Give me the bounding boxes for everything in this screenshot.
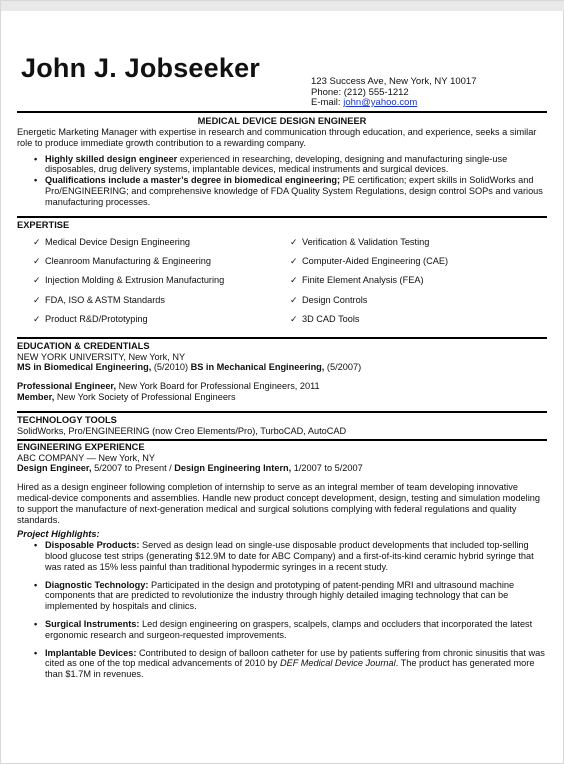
email-label: E-mail: [311, 97, 344, 108]
project-item [17, 540, 547, 572]
education-title: EDUCATION & CREDENTIALS [17, 340, 150, 351]
summary-bullet-text: PE certification; expert skills in SolidWorks and Pro/ENGINEERING; and comprehensive knowledge of FDA Quality System Regulations, design control SOPs and various manufacturing processes. [45, 175, 543, 207]
experience-divider [17, 439, 547, 441]
member-title: Member, [17, 391, 55, 402]
member-text: New York Society of Professional Engineers [54, 391, 236, 402]
role2-dates: 1/2007 to 5/2007 [291, 463, 363, 474]
role1-title: Design Engineer, [17, 463, 92, 474]
bs-year: (5/2007) [324, 362, 362, 373]
expertise-left-column [33, 237, 290, 334]
expertise-item: ✓ Design Controls [290, 295, 547, 306]
journal-name: DEF Medical Device Journal [279, 658, 396, 669]
credential-pe [17, 381, 547, 392]
candidate-name: John J. Jobseeker [21, 53, 261, 83]
job-title-headline: MEDICAL DEVICE DESIGN ENGINEER [197, 116, 367, 126]
contact-block [311, 77, 476, 109]
contact-address: 123 Success Ave, New York, NY 10017 [311, 76, 477, 87]
project-item [17, 580, 547, 612]
education-school: NEW YORK UNIVERSITY, New York, NY [17, 351, 186, 362]
project-lead: Diagnostic Technology: [45, 579, 149, 590]
summary-bullet [17, 154, 547, 176]
project-text: Served as design lead on single-use disposable product developments that included top-selling blood glucose test strips (generating $12.9M to date for ABC Company) and a first-of-its-kind ceramic hybrid syringe that was rated as 15% less painful than traditional hypodermic syringes in a recent study. [45, 540, 534, 572]
summary-bullet-lead: Qualifications include a master’s degree in biomedical engineering; [45, 175, 341, 186]
ms-year: (5/2010) [151, 362, 191, 373]
page-top-shadow [1, 1, 564, 11]
tools-divider [17, 411, 547, 413]
project-highlights-list [17, 540, 547, 680]
expertise-item: ✓ Injection Molding & Extrusion Manufacturing [33, 275, 290, 286]
expertise-title: EXPERTISE [17, 219, 70, 230]
pe-title: Professional Engineer, [17, 381, 117, 392]
project-highlights-title: Project Highlights: [17, 529, 100, 540]
expertise-item: ✓ Finite Element Analysis (FEA) [290, 275, 547, 286]
credential-member [17, 392, 547, 403]
expertise-item: ✓ FDA, ISO & ASTM Standards [33, 295, 290, 306]
project-text: Participated in the design and prototyping of patent-pending MRI and ultrasound machine components that are predicted to revolutionize the industry through highly detailed imaging technology that can be implemented by hospitals and clinics. [45, 579, 515, 612]
header-divider [17, 111, 547, 113]
experience-roles [17, 463, 547, 474]
education-degrees [17, 362, 547, 373]
ms-degree: MS in Biomedical Engineering, [17, 362, 152, 373]
email-link[interactable]: john@yahoo.com [343, 97, 418, 108]
expertise-item: ✓ Computer-Aided Engineering (CAE) [290, 256, 547, 267]
project-lead: Disposable Products: [45, 540, 140, 551]
tools-title: TECHNOLOGY TOOLS [17, 414, 117, 425]
contact-email-row [311, 98, 476, 109]
summary-bullet-lead: Highly skilled design engineer [45, 153, 178, 164]
expertise-columns [17, 237, 547, 334]
project-text: Contributed to design of balloon catheter for use by patients suffering from chronic sinusitis that was cited as one of the top medical advancements of 2010 by [45, 647, 545, 669]
pe-text: New York Board for Professional Engineers, 2011 [116, 381, 320, 392]
expertise-divider [17, 216, 547, 218]
project-text: Led design engineering on graspers, scalpels, clamps and occluders that incorporated the latest ergonomic research and surgeon-requested improvements. [45, 619, 533, 640]
project-item [17, 648, 547, 680]
expertise-item: ✓ Cleanroom Manufacturing & Engineering [33, 256, 290, 267]
summary-bullets [17, 154, 547, 208]
resume-content [17, 17, 547, 687]
experience-title: ENGINEERING EXPERIENCE [17, 441, 145, 452]
project-lead: Implantable Devices: [45, 647, 137, 658]
role1-dates: 5/2007 to Present / [91, 463, 175, 474]
education-divider [17, 337, 547, 339]
bs-degree: BS in Mechanical Engineering, [190, 362, 325, 373]
expertise-item: ✓ Medical Device Design Engineering [33, 237, 290, 248]
experience-company: ABC COMPANY — New York, NY [17, 452, 156, 463]
tools-list: SolidWorks, Pro/ENGINEERING (now Creo Elements/Pro), TurboCAD, AutoCAD [17, 425, 347, 436]
expertise-right-column [290, 237, 547, 334]
summary-intro: Energetic Marketing Manager with expertise in research and communication through education, and experience, seeks a similar role to produce immediate growth contribution to a rewarding company. [17, 127, 537, 148]
role2-title: Design Engineering Intern, [174, 463, 292, 474]
summary-bullet-text: experienced in researching, developing, designing and manufacturing single-use disposables, drug delivery systems, implantable devices, medical instruments and surgical devices. [45, 153, 508, 175]
expertise-item: ✓ Verification & Validation Testing [290, 237, 547, 248]
summary-bullet [17, 175, 547, 207]
experience-description: Hired as a design engineer following completion of internship to serve as an integral member of team developing innovative medical-device components and assemblies. Handle new product concept development, design, testing and simulation modeling to support the manufacture of next-generation medical and surgical solutions complying with federal regulations and quality standards. [17, 482, 540, 525]
contact-phone: Phone: (212) 555-1212 [311, 86, 409, 98]
project-item [17, 619, 547, 641]
project-lead: Surgical Instruments: [45, 619, 140, 630]
expertise-item: ✓ Product R&D/Prototyping [33, 314, 290, 325]
expertise-item: ✓ 3D CAD Tools [290, 314, 547, 325]
project-text-tail: . The product has generated more than $1.7M in revenues. [45, 658, 535, 680]
